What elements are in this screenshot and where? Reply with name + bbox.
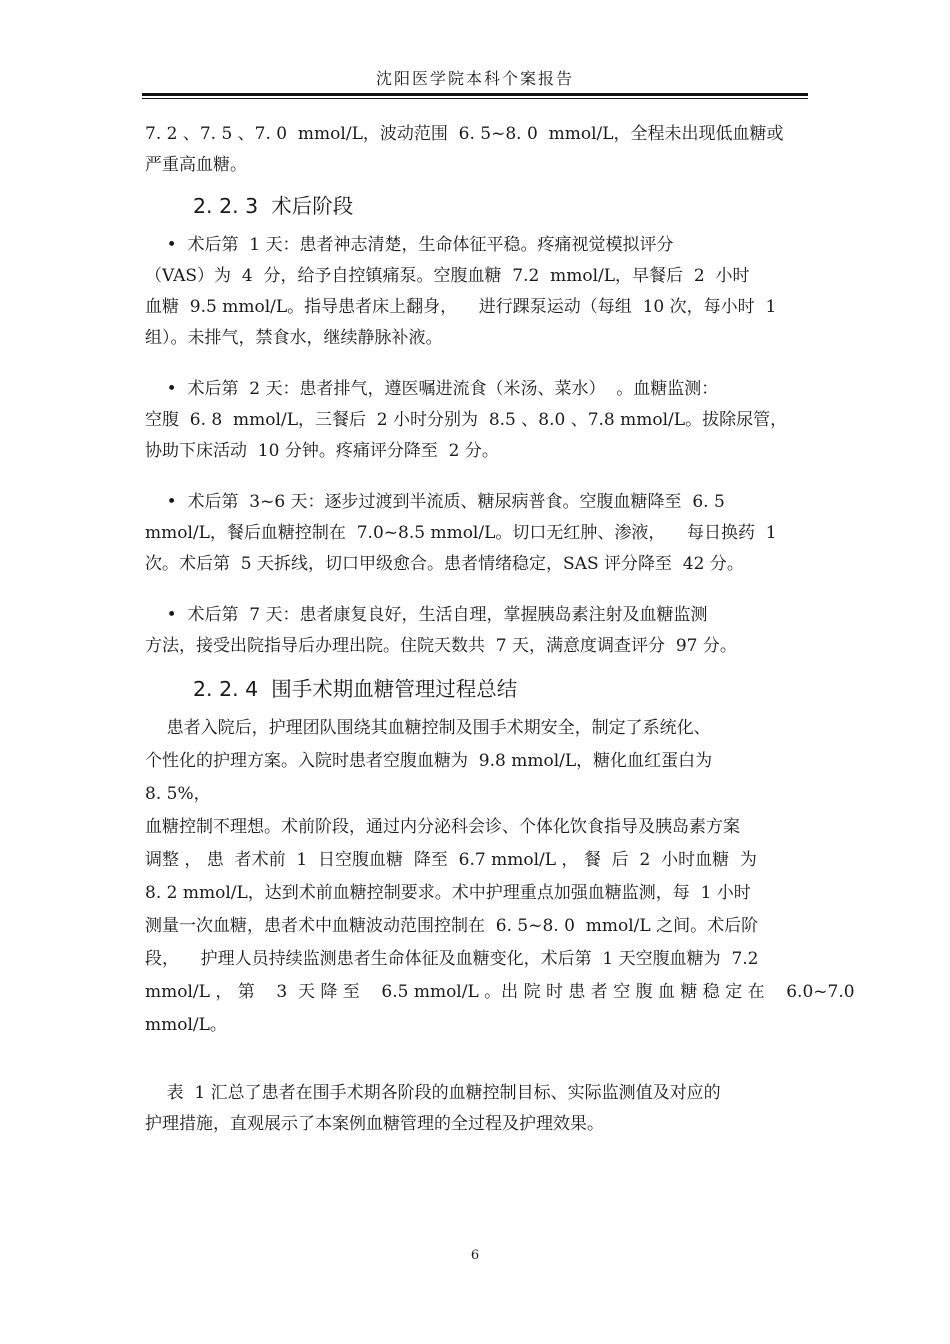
section-heading-2-2-4: 2. 2. 4 围手术期血糖管理过程总结: [193, 677, 518, 701]
summary-paragraph: [145, 712, 855, 1042]
text-line: 方法，接受出院指导后办理出院。住院天数共 7 天，满意度调查评分 97 分。: [145, 636, 737, 656]
header-rule-thin: [142, 98, 808, 99]
continued-paragraph: [145, 119, 813, 181]
text-line: 8. 2 mmol/L，达到术前血糖控制要求。术中护理重点加强血糖监测，每 1 小时: [145, 883, 751, 903]
text-line: 段， 护理人员持续监测患者生命体征及血糖变化，术后第 1 天空腹血糖为 7.2: [145, 949, 759, 969]
header-rule-thick: [142, 93, 808, 96]
page-number: 6: [470, 1248, 480, 1263]
text-line: 7. 2 、7. 5 、7. 0 mmol/L，波动范围 6. 5~8. 0 mmol/L，全程未出现低血糖或: [145, 124, 784, 144]
text-line: 调整 ， 患 者术前 1 日空腹血糖 降至 6.7 mmol/L ， 餐 后 2 小时血糖 为: [145, 850, 757, 870]
section-heading-2-2-3: 2. 2. 3 术后阶段: [193, 194, 354, 218]
text-line: 组）。未排气，禁食水，继续静脉补液。: [145, 328, 443, 348]
text-line: 8. 5%，: [145, 784, 211, 804]
text-line: • 术后第 3~6 天：逐步过渡到半流质、糖尿病普食。空腹血糖降至 6. 5: [145, 492, 725, 512]
bullet-day-7: [145, 600, 813, 662]
text-line: 血糖控制不理想。术前阶段，通过内分泌科会诊、个体化饮食指导及胰岛素方案: [145, 817, 740, 837]
text-line: 护理措施，直观展示了本案例血糖管理的全过程及护理效果。: [145, 1114, 604, 1134]
text-line: 血糖 9.5 mmol/L。指导患者床上翻身， 进行踝泵运动（每组 10 次，每小时 1: [145, 297, 777, 317]
text-line: mmol/L。: [145, 1015, 227, 1035]
text-line: 次。术后第 5 天拆线，切口甲级愈合。患者情绪稳定，SAS 评分降至 42 分。: [145, 554, 744, 574]
text-line: • 术后第 2 天：患者排气，遵医嘱进流食（米汤、菜水） 。血糖监测：: [145, 379, 719, 399]
text-line: 表 1 汇总了患者在围手术期各阶段的血糖控制目标、实际监测值及对应的: [145, 1083, 721, 1103]
bullet-day-1: [145, 230, 813, 354]
text-line: 协助下床活动 10 分钟。疼痛评分降至 2 分。: [145, 441, 499, 461]
table-intro-paragraph: [145, 1078, 813, 1140]
text-line: 测量一次血糖，患者术中血糖波动范围控制在 6. 5~8. 0 mmol/L 之间。术后阶: [145, 916, 759, 936]
text-line: mmol/L，餐后血糖控制在 7.0~8.5 mmol/L。切口无红肿、渗液， 每日换药 1: [145, 523, 777, 543]
text-line: mmol/L ， 第 3 天 降 至 6.5 mmol/L 。出 院 时 患 者 空 腹 血 糖 稳 定 在 6.0~7.0: [145, 982, 855, 1002]
document-body: [145, 119, 855, 1140]
text-line: • 术后第 7 天：患者康复良好，生活自理，掌握胰岛素注射及血糖监测: [145, 605, 708, 625]
text-line: 严重高血糖。: [145, 155, 247, 175]
text-line: 个性化的护理方案。入院时患者空腹血糖为 9.8 mmol/L，糖化血红蛋白为: [145, 751, 713, 771]
text-line: • 术后第 1 天：患者神志清楚，生命体征平稳。疼痛视觉模拟评分: [145, 235, 674, 255]
text-line: 空腹 6. 8 mmol/L，三餐后 2 小时分别为 8.5 、8.0 、7.8 mmol/L。拔除尿管，: [145, 410, 788, 430]
text-line: 患者入院后，护理团队围绕其血糖控制及围手术期安全，制定了系统化、: [145, 718, 711, 738]
text-line: （VAS）为 4 分，给予自控镇痛泵。空腹血糖 7.2 mmol/L，早餐后 2 小时: [145, 266, 750, 286]
running-header-title: 沈阳医学院本科个案报告: [375, 69, 574, 88]
bullet-day-2: [145, 374, 813, 467]
bullet-day-3-6: [145, 487, 813, 580]
